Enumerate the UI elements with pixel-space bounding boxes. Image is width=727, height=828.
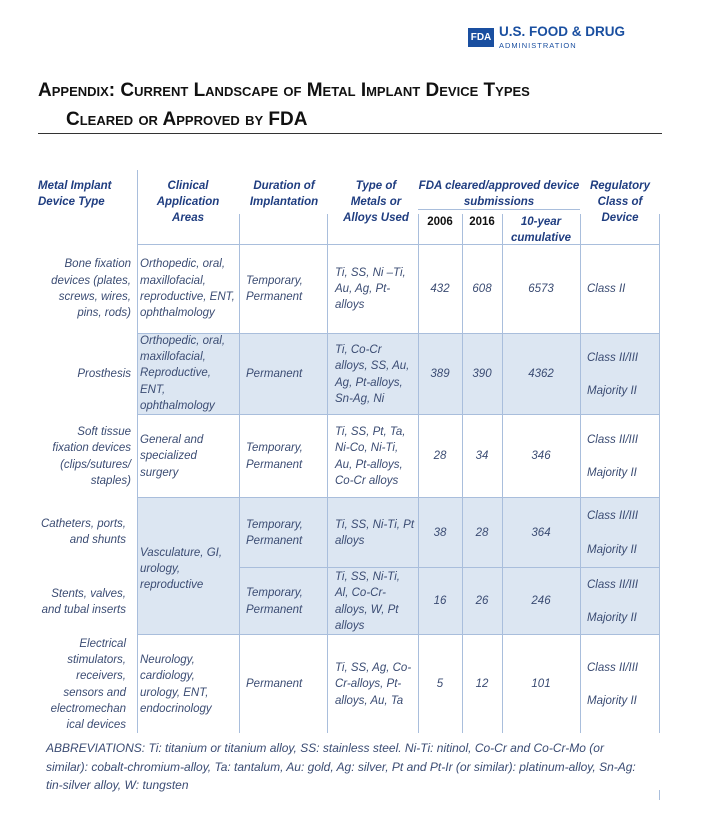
- page-title: [38, 76, 530, 134]
- row-6-2006: 5: [436, 678, 444, 691]
- row-2-2016: 390: [472, 368, 492, 381]
- row-4-class: [587, 499, 659, 567]
- row-3-class-main: Class II/III: [587, 433, 639, 446]
- row-5-metals: Ti, SS, Ni-Ti, Al, Co-Cr- alloys, W, Pt alloys: [335, 570, 400, 632]
- header-cumulative: 10-year cumulative: [510, 216, 572, 244]
- fda-logo-main-text: U.S. FOOD & DRUG: [499, 24, 626, 39]
- row-6-class-note: Majority II: [587, 695, 637, 707]
- row-6-class: [587, 636, 659, 733]
- row-5-2016: 26: [475, 595, 489, 608]
- row-2-class-main: Class II/III: [587, 351, 639, 364]
- row-1-areas: Orthopedic, oral, maxillofacial, reproductive, ENT, ophthalmology: [140, 258, 235, 320]
- row-4-device: Catheters, ports, and shunts: [40, 517, 126, 546]
- metal-implant-table: [38, 170, 662, 733]
- row-4-cumulative: 364: [531, 526, 551, 539]
- fda-logo-mark: FDA: [468, 28, 494, 47]
- row-3-2016: 34: [475, 450, 489, 463]
- row-5-class: [587, 569, 659, 634]
- header-device-type: Metal Implant Device Type: [38, 180, 112, 208]
- row-1-2016: 608: [472, 282, 492, 295]
- grid-line: [137, 634, 659, 635]
- row-3-class: [587, 416, 659, 497]
- row-1-metals: Ti, SS, Ni –Ti, Au, Ag, Pt- alloys: [335, 266, 406, 312]
- grid-line: [137, 244, 659, 245]
- row-5-device: Stents, valves, and tubal inserts: [41, 587, 126, 616]
- row-2-class-note: Majority II: [587, 385, 637, 397]
- row-4-class-note: Majority II: [587, 543, 637, 556]
- header-duration: Duration of Implantation: [249, 180, 319, 208]
- row-1-duration: Temporary, Permanent: [246, 274, 303, 303]
- row-1-device: Bone fixation devices (plates, screws, wires, pins, rods): [51, 258, 131, 320]
- grid-line: [239, 214, 240, 733]
- row-2-duration: Permanent: [246, 368, 303, 381]
- row-6-2016: 12: [475, 678, 489, 691]
- row-2-device: Prosthesis: [77, 368, 131, 381]
- row-3-device: Soft tissue fixation devices (clips/sutures/ staples): [52, 425, 131, 487]
- row-3-duration: Temporary, Permanent: [246, 442, 303, 471]
- row-2-cumulative: 4362: [528, 368, 554, 381]
- grid-line: [327, 214, 328, 733]
- row-4-class-main: Class II/III: [587, 510, 639, 523]
- row-1-2006: 432: [430, 282, 450, 295]
- grid-line: [239, 567, 659, 568]
- row-4-2006: 38: [433, 526, 447, 539]
- row-6-class-main: Class II/III: [587, 661, 639, 674]
- header-metals: Type of Metals or Alloys Used: [343, 180, 409, 224]
- abbreviations-note: ABBREVIATIONS: Ti: titanium or titanium alloy, SS: stainless steel. Ni-Ti: nitinol, Co-Cr and Co-Cr-Mo (or similar): cobalt-chromium-alloy, Ta: tantalum, Au: gold, Ag: silver, Pt and Pt-Ir (or similar): platinum-alloy, Sn-Ag: tin-silver alloy, W: tungsten: [46, 741, 636, 792]
- row-2-class: [587, 335, 659, 414]
- row-6-cumulative: 101: [531, 678, 551, 691]
- row-5-class-main: Class II/III: [587, 578, 639, 591]
- fda-logo-sub-text: ADMINISTRATION: [499, 40, 577, 50]
- fda-logo: [468, 25, 625, 49]
- header-2006: 2006: [427, 216, 453, 228]
- row-2-metals: Ti, Co-Cr alloys, SS, Au, Ag, Pt-alloys, Sn-Ag, Ni: [335, 343, 410, 405]
- grid-line: [137, 170, 138, 733]
- grid-line: [659, 214, 660, 733]
- row-3-class-note: Majority II: [587, 467, 637, 479]
- row-6-areas: Neurology, cardiology, urology, ENT, endocrinology: [140, 653, 212, 715]
- row-3-areas: General and specialized surgery: [140, 434, 204, 479]
- header-regulatory: Regulatory Class of Device: [589, 180, 651, 224]
- row-1-cumulative: 6573: [528, 282, 554, 295]
- title-line-1: Appendix: Current Landscape of Metal Implant Device Types: [38, 80, 530, 101]
- row-4-areas: Vasculature, GI, urology, reproductive: [140, 546, 223, 592]
- grid-line: [580, 214, 581, 733]
- row-6-metals: Ti, SS, Ag, Co- Cr-alloys, Pt- alloys, Au, Ta: [335, 662, 412, 707]
- row-5-class-note: Majority II: [587, 612, 637, 624]
- grid-line: [659, 790, 660, 800]
- row-5-2006: 16: [433, 595, 447, 608]
- grid-line: [137, 497, 659, 498]
- title-line-2: Cleared or Approved by FDA: [66, 109, 308, 130]
- row-1-class-main: Class II: [587, 282, 626, 295]
- row-2-areas: Orthopedic, oral, maxillofacial, Reproductive, ENT, ophthalmology: [140, 334, 226, 412]
- header-clinical-areas: Clinical Application Areas: [156, 180, 220, 224]
- row-5-areas: [140, 570, 239, 634]
- row-5-duration: Temporary, Permanent: [246, 587, 303, 616]
- row-4-2016: 28: [475, 526, 489, 539]
- row-6-duration: Permanent: [246, 678, 303, 691]
- row-3-cumulative: 346: [531, 450, 551, 463]
- row-5-cumulative: 246: [531, 595, 551, 608]
- row-4-metals: Ti, SS, Ni-Ti, Pt alloys: [335, 518, 415, 547]
- header-submissions: FDA cleared/approved device submissions: [418, 180, 580, 208]
- row-2-2006: 389: [430, 368, 450, 381]
- title-divider: [38, 133, 662, 134]
- header-2016: 2016: [469, 216, 495, 228]
- row-3-2006: 28: [433, 450, 447, 463]
- row-1-class: [587, 246, 659, 332]
- row-3-metals: Ti, SS, Pt, Ta, Ni-Co, Ni-Ti, Au, Pt-alloys, Co-Cr alloys: [335, 425, 406, 487]
- row-4-duration: Temporary, Permanent: [246, 518, 303, 547]
- row-6-device: Electrical stimulators, receivers, sensors and electromechan ical devices: [50, 637, 126, 732]
